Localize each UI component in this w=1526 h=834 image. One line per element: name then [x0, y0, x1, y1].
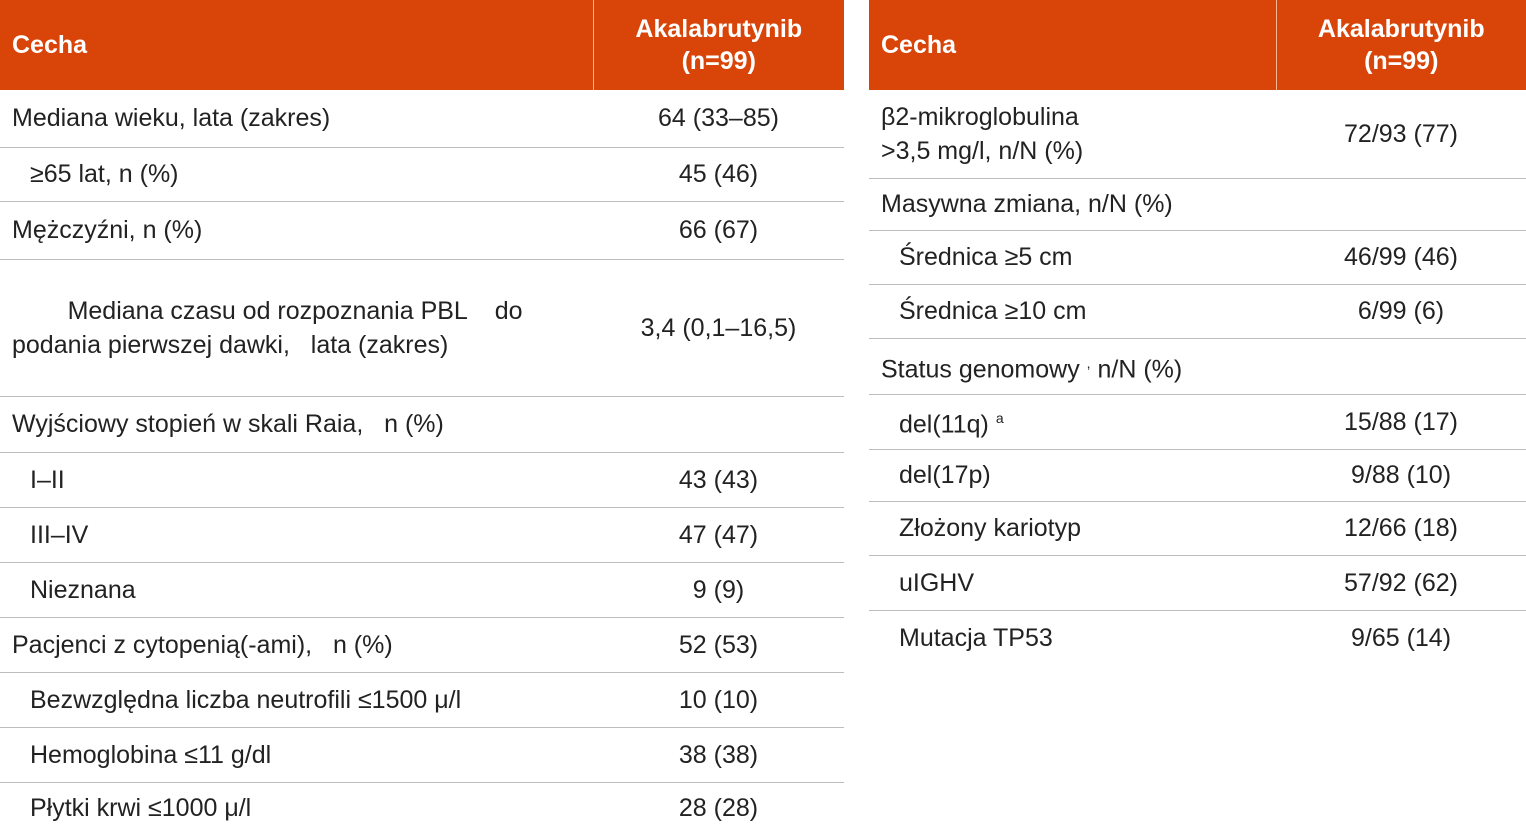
- row-label: [869, 90, 1276, 178]
- table-row: [0, 617, 844, 672]
- header-n: (n=99): [681, 47, 756, 75]
- table-row-section: [869, 338, 1526, 394]
- header-feature: Cecha: [0, 0, 593, 90]
- table-row: [0, 562, 844, 617]
- table-row: [0, 90, 844, 147]
- row-label: [869, 338, 1276, 394]
- row-label: Bezwzględna liczba neutrofili ≤1500 μ/l: [0, 672, 593, 727]
- table-row: [0, 201, 844, 259]
- row-label: del(17p): [869, 449, 1276, 501]
- header-drug-name: Akalabrutynib: [1317, 15, 1485, 43]
- table-header-row: [869, 0, 1526, 90]
- header-feature: Cecha: [869, 0, 1276, 90]
- row-label: [0, 259, 593, 396]
- row-label-line2: podania pierwszej dawki, lata (zakres): [12, 330, 449, 359]
- row-label-line1: Mediana czasu od rozpoznania PBL do: [67, 296, 523, 325]
- row-label-mark: ,: [1086, 354, 1091, 371]
- row-label-text: del(11q): [899, 410, 996, 439]
- row-value: 9/65 (14): [1350, 623, 1452, 652]
- row-value: 43 (43): [593, 452, 844, 507]
- row-value: 38 (38): [593, 727, 844, 782]
- table-header-row: [0, 0, 844, 90]
- row-value: 9 (9): [593, 562, 844, 617]
- table-row-section: [869, 178, 1526, 230]
- row-value: 6/99 (6): [1276, 284, 1526, 338]
- row-label: Średnica ≥5 cm: [869, 230, 1276, 284]
- row-value: 9/88 (10): [1276, 449, 1526, 501]
- row-label: III–IV: [0, 507, 593, 562]
- table-row: [869, 449, 1526, 501]
- row-value: 10 (10): [593, 672, 844, 727]
- row-label: Hemoglobina ≤11 g/dl: [0, 727, 593, 782]
- table-row: [869, 555, 1526, 610]
- row-value: 12/66 (18): [1276, 501, 1526, 555]
- row-label: uIGHV: [869, 555, 1276, 610]
- row-value: 45 (46): [593, 147, 844, 201]
- row-label: Mediana wieku, lata (zakres): [0, 90, 593, 147]
- row-value: 46/99 (46): [1276, 230, 1526, 284]
- table-row: [869, 90, 1526, 178]
- row-value: [593, 396, 844, 452]
- row-value: [1276, 178, 1526, 230]
- table-row: [0, 507, 844, 562]
- table-row: [0, 452, 844, 507]
- table-row: [0, 672, 844, 727]
- row-label: ≥65 lat, n (%): [0, 147, 593, 201]
- row-label: Nieznana: [0, 562, 593, 617]
- row-label-line2: >3,5 mg/l, n/N (%): [881, 136, 1084, 165]
- row-value: 72/93 (77): [1276, 90, 1526, 178]
- table-row-section: [0, 396, 844, 452]
- baseline-characteristics-table-right: [869, 0, 1526, 665]
- row-label: Pacjenci z cytopenią(-ami), n (%): [0, 617, 593, 672]
- row-value: 3,4 (0,1–16,5): [593, 259, 844, 396]
- header-drug-name: Akalabrutynib: [635, 15, 803, 43]
- header-acalabrutinib: [593, 0, 844, 90]
- row-value: 47 (47): [593, 507, 844, 562]
- row-value: [1276, 338, 1526, 394]
- row-label: Płytki krwi ≤1000 μ/l: [30, 794, 252, 823]
- row-label: Mutacja TP53: [899, 623, 1053, 652]
- table-row: [869, 284, 1526, 338]
- row-label: Średnica ≥10 cm: [869, 284, 1276, 338]
- row-label: Wyjściowy stopień w skali Raia, n (%): [0, 396, 593, 452]
- table-row: [0, 259, 844, 396]
- table-row: [869, 501, 1526, 555]
- table-row: [0, 727, 844, 782]
- row-value: 28 (28): [678, 794, 759, 823]
- table-row: [0, 782, 844, 834]
- row-label: Złożony kariotyp: [869, 501, 1276, 555]
- row-value: 64 (33–85): [593, 90, 844, 147]
- table-row: [0, 147, 844, 201]
- row-value: 57/92 (62): [1276, 555, 1526, 610]
- header-acalabrutinib: [1276, 0, 1526, 90]
- header-n: (n=99): [1364, 47, 1439, 75]
- row-label: Mężczyźni, n (%): [0, 201, 593, 259]
- table-row: [869, 230, 1526, 284]
- table-row: [869, 394, 1526, 449]
- row-label: [869, 394, 1276, 449]
- row-value: 15/88 (17): [1276, 394, 1526, 449]
- table-row: [869, 610, 1526, 665]
- row-label: Masywna zmiana, n/N (%): [869, 178, 1276, 230]
- row-label: I–II: [0, 452, 593, 507]
- row-label-rest: n/N (%): [1090, 355, 1183, 384]
- row-label-line1: β2-mikroglobulina: [881, 102, 1079, 131]
- row-label-text: Status genomowy: [881, 355, 1080, 384]
- footnote-marker: a: [995, 410, 1004, 427]
- row-value: 66 (67): [593, 201, 844, 259]
- row-value: 52 (53): [593, 617, 844, 672]
